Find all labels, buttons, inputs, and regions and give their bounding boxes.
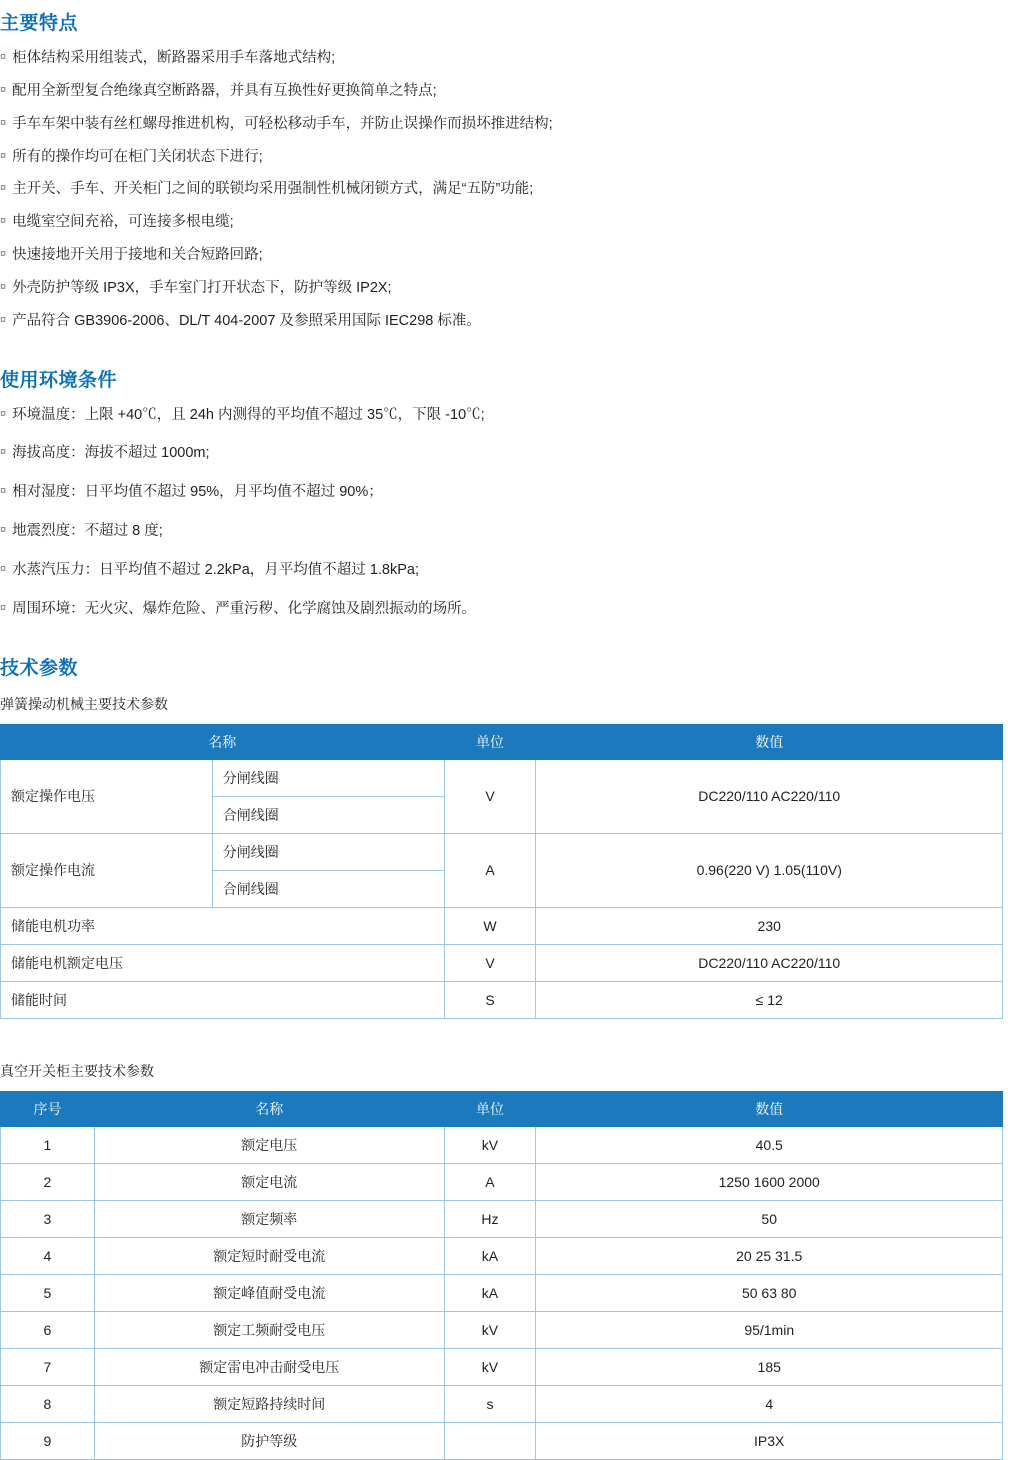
bullet-icon: ¤ xyxy=(0,601,7,614)
row-name: 储能电机额定电压 xyxy=(1,944,445,981)
row-unit: A xyxy=(444,833,536,907)
table-row xyxy=(1,1348,1003,1385)
list-item xyxy=(0,246,1022,265)
table-header-row xyxy=(1,1091,1003,1126)
row-unit: V xyxy=(444,759,536,833)
list-item-text: 主开关、手车、开关柜门之间的联锁均采用强制性机械闭锁方式，满足“五防”功能; xyxy=(12,181,534,198)
list-item-text: 周围环境：无火灾、爆炸危险、严重污秽、化学腐蚀及剧烈振动的场所。 xyxy=(12,600,477,617)
list-item xyxy=(0,279,1022,298)
list-item-text: 产品符合 GB3906-2006、DL/T 404-2007 及参照采用国际 IEC298 标准。 xyxy=(12,312,481,329)
row-name: 额定操作电流 xyxy=(1,833,213,907)
row-unit: A xyxy=(444,1163,536,1200)
table2-header-unit: 单位 xyxy=(444,1091,536,1126)
row-name: 储能时间 xyxy=(1,981,445,1018)
row-unit: V xyxy=(444,944,536,981)
list-item-text: 环境温度：上限 +40℃，且 24h 内测得的平均值不超过 35℃，下限 -10℃; xyxy=(12,406,485,423)
row-value: DC220/110 AC220/110 xyxy=(536,944,1003,981)
row-sub: 合闸线圈 xyxy=(212,796,444,833)
table1-header-unit: 单位 xyxy=(444,724,536,759)
list-item-text: 快速接地开关用于接地和关合短路回路; xyxy=(12,247,263,264)
bullet-icon: ¤ xyxy=(0,446,7,459)
row-value: 230 xyxy=(536,907,1003,944)
table-row xyxy=(1,944,1003,981)
table1-header-value: 数值 xyxy=(536,724,1003,759)
row-unit: W xyxy=(444,907,536,944)
row-unit: s xyxy=(444,1385,536,1422)
table-row xyxy=(1,1385,1003,1422)
table-row xyxy=(1,833,1003,870)
list-item xyxy=(0,561,1022,580)
bullet-icon: ¤ xyxy=(0,562,7,575)
row-value: 1250 1600 2000 xyxy=(536,1163,1003,1200)
features-heading: 主要特点 xyxy=(0,13,79,34)
bullet-icon: ¤ xyxy=(0,313,7,326)
list-item-text: 水蒸汽压力：日平均值不超过 2.2kPa，月平均值不超过 1.8kPa; xyxy=(12,561,419,578)
list-item xyxy=(0,180,1022,199)
row-value: DC220/110 AC220/110 xyxy=(536,759,1003,833)
bullet-icon: ¤ xyxy=(0,215,7,228)
list-item-text: 手车车架中装有丝杠螺母推进机构，可轻松移动手车，并防止误操作而损坏推进结构; xyxy=(12,115,553,132)
row-value: 95/1min xyxy=(536,1311,1003,1348)
bullet-icon: ¤ xyxy=(0,248,7,261)
row-unit: S xyxy=(444,981,536,1018)
row-value: 4 xyxy=(536,1385,1003,1422)
row-name: 额定峰值耐受电流 xyxy=(94,1274,444,1311)
row-no: 3 xyxy=(1,1200,95,1237)
row-name: 额定工频耐受电压 xyxy=(94,1311,444,1348)
row-name: 额定短时耐受电流 xyxy=(94,1237,444,1274)
row-value: 50 63 80 xyxy=(536,1274,1003,1311)
list-item xyxy=(0,49,1022,68)
table1-header-name: 名称 xyxy=(1,724,445,759)
list-item xyxy=(0,483,1022,502)
bullet-icon: ¤ xyxy=(0,116,7,129)
row-no: 9 xyxy=(1,1422,95,1459)
row-value: 20 25 31.5 xyxy=(536,1237,1003,1274)
table-row xyxy=(1,1163,1003,1200)
row-no: 5 xyxy=(1,1274,95,1311)
row-no: 2 xyxy=(1,1163,95,1200)
row-name: 额定短路持续时间 xyxy=(94,1385,444,1422)
table-row xyxy=(1,1422,1003,1459)
list-item-text: 相对湿度：日平均值不超过 95%，月平均值不超过 90%； xyxy=(12,484,383,501)
row-name: 额定雷电冲击耐受电压 xyxy=(94,1348,444,1385)
table-row xyxy=(1,981,1003,1018)
table-row xyxy=(1,1237,1003,1274)
table2-header-value: 数值 xyxy=(536,1091,1003,1126)
vacuum-switchgear-table xyxy=(0,1091,1003,1460)
list-item-text: 外壳防护等级 IP3X，手车室门打开状态下，防护等级 IP2X; xyxy=(12,279,392,296)
row-unit xyxy=(444,1422,536,1459)
row-name: 防护等级 xyxy=(94,1422,444,1459)
bullet-icon: ¤ xyxy=(0,407,7,420)
row-sub: 分闸线圈 xyxy=(212,833,444,870)
list-item xyxy=(0,444,1022,463)
table-row xyxy=(1,1126,1003,1163)
bullet-icon: ¤ xyxy=(0,280,7,293)
row-no: 1 xyxy=(1,1126,95,1163)
table-row xyxy=(1,759,1003,796)
row-value: 0.96(220 V) 1.05(110V) xyxy=(536,833,1003,907)
list-item xyxy=(0,522,1022,541)
list-item-text: 配用全新型复合绝缘真空断路器，并具有互换性好更换简单之特点; xyxy=(12,82,437,99)
section-specs xyxy=(0,653,1022,1460)
list-item xyxy=(0,148,1022,167)
row-sub: 分闸线圈 xyxy=(212,759,444,796)
table-row xyxy=(1,1311,1003,1348)
row-unit: kA xyxy=(444,1274,536,1311)
bullet-icon: ¤ xyxy=(0,51,7,63)
features-list xyxy=(0,49,1022,331)
row-value: 185 xyxy=(536,1348,1003,1385)
list-item-text: 地震烈度：不超过 8 度; xyxy=(12,523,163,540)
row-sub: 合闸线圈 xyxy=(212,870,444,907)
row-value: 40.5 xyxy=(536,1126,1003,1163)
bullet-icon: ¤ xyxy=(0,524,7,537)
row-unit: kV xyxy=(444,1311,536,1348)
list-item xyxy=(0,82,1022,101)
list-item-text: 所有的操作均可在柜门关闭状态下进行; xyxy=(12,148,263,165)
list-item xyxy=(0,213,1022,232)
row-name: 额定频率 xyxy=(94,1200,444,1237)
table2-header-name: 名称 xyxy=(94,1091,444,1126)
row-name: 额定操作电压 xyxy=(1,759,213,833)
row-unit: kA xyxy=(444,1237,536,1274)
list-item-text: 柜体结构采用组装式，断路器采用手车落地式结构; xyxy=(12,50,336,66)
table2-caption: 真空开关柜主要技术参数 xyxy=(0,1062,154,1079)
list-item-text: 海拔高度：海拔不超过 1000m; xyxy=(12,445,210,462)
list-item xyxy=(0,115,1022,134)
environment-heading: 使用环境条件 xyxy=(0,369,118,391)
section-features xyxy=(0,8,1022,331)
table1-caption: 弹簧操动机械主要技术参数 xyxy=(0,695,168,712)
row-value: IP3X xyxy=(536,1422,1003,1459)
table-row xyxy=(1,907,1003,944)
row-value: 50 xyxy=(536,1200,1003,1237)
row-no: 8 xyxy=(1,1385,95,1422)
table-row xyxy=(1,1200,1003,1237)
table-header-row xyxy=(1,724,1003,759)
section-environment xyxy=(0,365,1022,619)
spring-mechanism-table xyxy=(0,724,1003,1019)
bullet-icon: ¤ xyxy=(0,149,7,162)
row-name: 额定电压 xyxy=(94,1126,444,1163)
row-no: 7 xyxy=(1,1348,95,1385)
table-gap xyxy=(0,1019,1022,1061)
table-row xyxy=(1,1274,1003,1311)
table2-header-no: 序号 xyxy=(1,1091,95,1126)
environment-list xyxy=(0,406,1022,619)
row-no: 4 xyxy=(1,1237,95,1274)
list-item xyxy=(0,312,1022,331)
list-item xyxy=(0,600,1022,619)
specs-heading: 技术参数 xyxy=(0,657,79,679)
bullet-icon: ¤ xyxy=(0,485,7,498)
row-unit: kV xyxy=(444,1348,536,1385)
row-unit: kV xyxy=(444,1126,536,1163)
row-name: 储能电机功率 xyxy=(1,907,445,944)
row-no: 6 xyxy=(1,1311,95,1348)
row-value: ≤ 12 xyxy=(536,981,1003,1018)
row-unit: Hz xyxy=(444,1200,536,1237)
list-item xyxy=(0,406,1022,425)
row-name: 额定电流 xyxy=(94,1163,444,1200)
list-item-text: 电缆室空间充裕，可连接多根电缆; xyxy=(12,214,234,231)
bullet-icon: ¤ xyxy=(0,83,7,96)
bullet-icon: ¤ xyxy=(0,182,7,195)
